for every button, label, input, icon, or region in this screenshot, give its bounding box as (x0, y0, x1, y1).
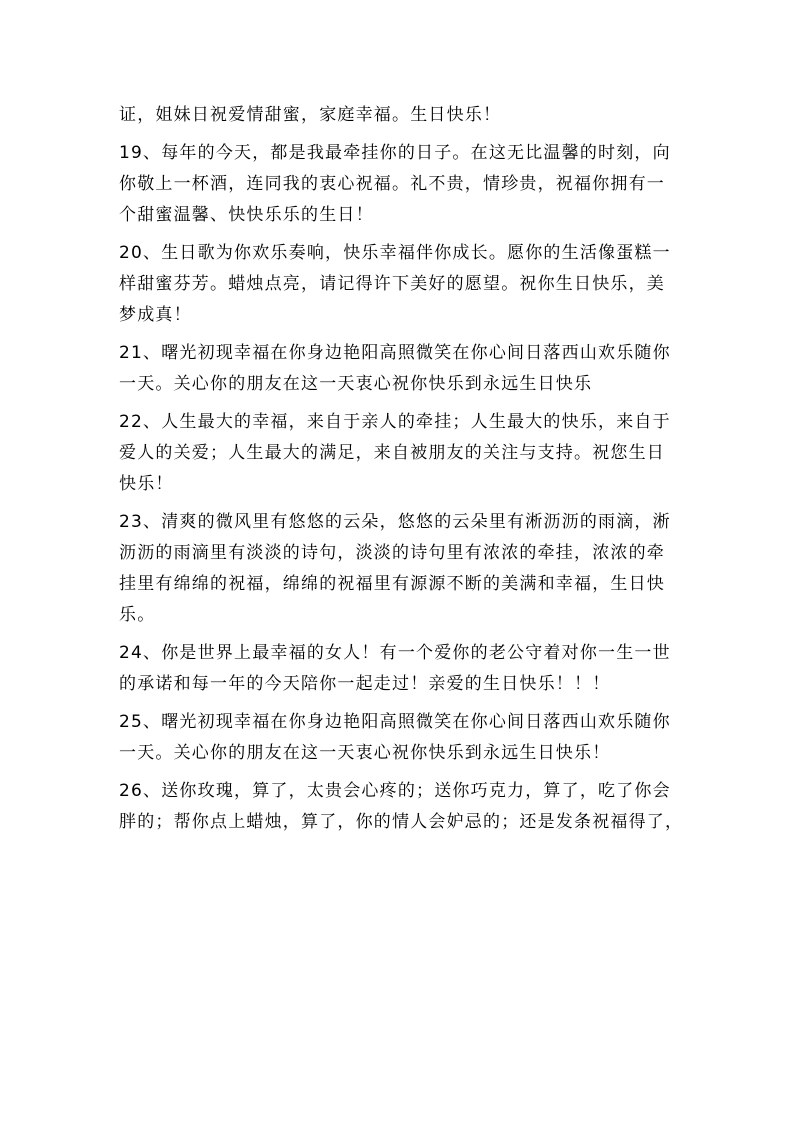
text-line: 快乐！ (119, 474, 174, 494)
text-line: 乐。 (119, 605, 156, 625)
text-line: 梦成真！ (119, 305, 192, 325)
text-line: 24、你是世界上最幸福的女人！有一个爱你的老公守着对你一生一世 (119, 643, 671, 663)
text-line: 22、人生最大的幸福，来自于亲人的牵挂；人生最大的快乐，来自于 (119, 412, 671, 432)
text-line: 证，姐妹日祝爱情甜蜜，家庭幸福。生日快乐！ (119, 105, 502, 125)
text-line: 23、清爽的微风里有悠悠的云朵，悠悠的云朵里有淅沥沥的雨滴，淅 (119, 512, 671, 532)
text-line: 21、曙光初现幸福在你身边艳阳高照微笑在你心间日落西山欢乐随你 (119, 343, 671, 363)
text-line: 样甜蜜芬芳。蜡烛点亮，请记得许下美好的愿望。祝你生日快乐，美 (119, 274, 665, 294)
paragraph-24 (119, 638, 679, 700)
paragraph-20 (119, 238, 679, 331)
paragraph-21 (119, 338, 679, 400)
document-body (119, 100, 684, 845)
text-line: 挂里有绵绵的祝福，绵绵的祝福里有源源不断的美满和幸福，生日快 (119, 574, 665, 594)
text-line: 25、曙光初现幸福在你身边艳阳高照微笑在你心间日落西山欢乐随你 (119, 712, 671, 732)
text-line: 胖的；帮你点上蜡烛，算了，你的情人会妒忌的；还是发条祝福得了， (119, 812, 684, 832)
paragraph-25 (119, 707, 679, 769)
text-line: 19、每年的今天，都是我最牵挂你的日子。在这无比温馨的时刻，向 (119, 143, 671, 163)
paragraph-continuation (119, 100, 679, 131)
paragraph-22 (119, 407, 679, 500)
text-line: 一天。关心你的朋友在这一天衷心祝你快乐到永远生日快乐！ (119, 743, 611, 763)
text-line: 26、送你玫瑰，算了，太贵会心疼的；送你巧克力，算了，吃了你会 (119, 781, 671, 801)
paragraph-23 (119, 507, 679, 631)
text-line: 沥沥的雨滴里有淡淡的诗句，淡淡的诗句里有浓浓的牵挂，浓浓的牵 (119, 543, 665, 563)
paragraph-19 (119, 138, 679, 231)
text-line: 20、生日歌为你欢乐奏响，快乐幸福伴你成长。愿你的生活像蛋糕一 (119, 243, 671, 263)
text-line: 你敬上一杯酒，连同我的衷心祝福。礼不贵，情珍贵，祝福你拥有一 (119, 174, 665, 194)
paragraph-26 (119, 776, 684, 838)
text-line: 个甜蜜温馨、快快乐乐的生日！ (119, 205, 374, 225)
text-line: 的承诺和每一年的今天陪你一起走过！亲爱的生日快乐！！！ (119, 674, 611, 694)
text-line: 爱人的关爱；人生最大的满足，来自被朋友的关注与支持。祝您生日 (119, 443, 665, 463)
text-line: 一天。关心你的朋友在这一天衷心祝你快乐到永远生日快乐 (119, 374, 593, 394)
